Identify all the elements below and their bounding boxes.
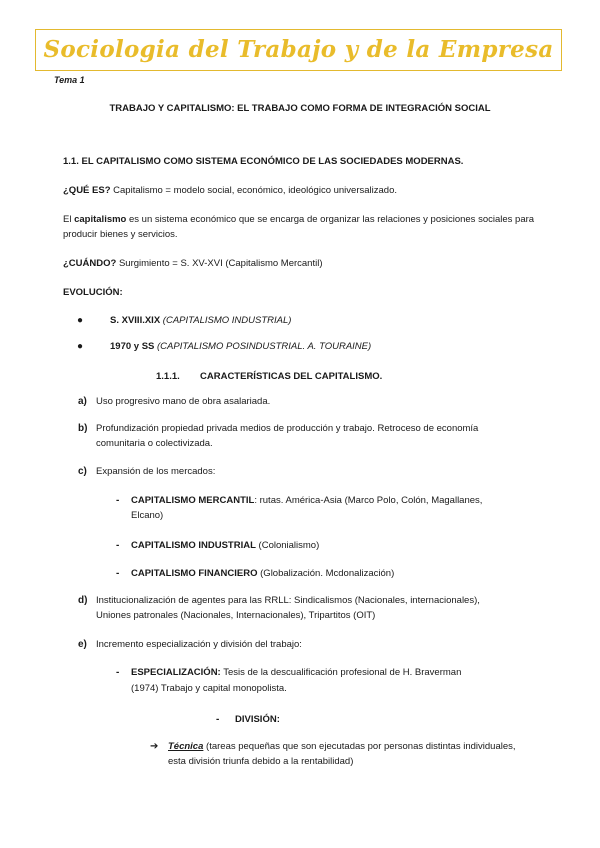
tecnica-desc: (tareas pequeñas que son ejecutadas por personas distintas individuales, (203, 741, 516, 752)
definicion-line-2: producir bienes y servicios. (63, 229, 178, 240)
list-marker: c) (78, 466, 87, 477)
especializacion-term: ESPECIALIZACIÓN: (131, 667, 221, 678)
definicion-pre: El (63, 214, 75, 225)
mercados-item-desc: (Colonialismo) (255, 540, 320, 551)
list-marker: d) (78, 595, 88, 606)
que-es-label: ¿QUÉ ES? (63, 185, 111, 196)
caracteristica-d-line-2: Uniones patronales (Nacionales, Internacionales), Tripartitos (OIT) (96, 610, 376, 621)
que-es-line (63, 183, 397, 198)
tema-label: Tema 1 (54, 75, 85, 85)
evolucion-item-desc: (CAPITALISMO POSINDUSTRIAL. A. TOURAINE) (154, 341, 372, 352)
cuando-label: ¿CUÁNDO? (63, 258, 117, 269)
mercados-item-term: CAPITALISMO INDUSTRIAL (131, 540, 256, 551)
dash-marker: - (216, 714, 220, 725)
main-heading: TRABAJO Y CAPITALISMO: EL TRABAJO COMO FORMA DE INTEGRACIÓN SOCIAL (109, 103, 491, 114)
evolucion-label: EVOLUCIÓN: (63, 287, 123, 298)
caracteristica-e: Incremento especialización y división del trabajo: (96, 639, 302, 650)
dash-marker: - (116, 540, 120, 551)
mercados-item-desc: : rutas. América-Asia (Marco Polo, Colón, Magallanes, (254, 495, 483, 506)
caracteristica-d-line-1: Institucionalización de agentes para las RRLL: Sindicalismos (Nacionales, internacionales), (96, 595, 480, 606)
especializacion-desc: Tesis de la descualificación profesional de H. Braverman (220, 667, 462, 678)
list-marker: b) (78, 423, 88, 434)
bullet-icon: ● (77, 315, 84, 326)
tecnica-line-1 (168, 739, 516, 754)
caracteristica-b-line-2: comunitaria o colectivizada. (96, 438, 213, 449)
especializacion-line-1 (131, 665, 461, 680)
evolucion-item (110, 313, 291, 328)
especializacion-line-2: (1974) Trabajo y capital monopolista. (131, 683, 287, 694)
document-title: Sociologia del Trabajo y de la Empresa (43, 36, 554, 63)
caracteristica-a: Uso progresivo mano de obra asalariada. (96, 396, 271, 407)
tecnica-line-2: esta división triunfa debido a la rentabilidad) (168, 756, 354, 767)
tecnica-term: Técnica (168, 741, 204, 752)
subsection-title: CARACTERÍSTICAS DEL CAPITALISMO. (200, 371, 383, 382)
mercados-item (131, 538, 319, 553)
mercados-item-line-1 (131, 493, 482, 508)
evolucion-item-desc: (CAPITALISMO INDUSTRIAL) (160, 315, 292, 326)
que-es-text: Capitalismo = modelo social, económico, ideológico universalizado. (110, 185, 397, 196)
definicion-term: capitalismo (74, 214, 127, 225)
evolucion-item (110, 339, 371, 354)
arrow-icon: ➔ (150, 741, 159, 752)
caracteristica-c: Expansión de los mercados: (96, 466, 216, 477)
definicion-rest: es un sistema económico que se encarga de organizar las relaciones y posiciones sociales para (126, 214, 535, 225)
dash-marker: - (116, 667, 120, 678)
caracteristica-b-line-1: Profundización propiedad privada medios de producción y trabajo. Retroceso de economía (96, 423, 479, 434)
mercados-item (131, 566, 394, 581)
subsection-number: 1.1.1. (156, 371, 180, 382)
evolucion-item-period: S. XVIII.XIX (110, 315, 161, 326)
division-term: DIVISIÓN: (235, 714, 280, 725)
mercados-item-desc: (Globalización. Mcdonalización) (257, 568, 395, 579)
definicion-line-1 (63, 212, 534, 227)
dash-marker: - (116, 568, 120, 579)
list-marker: a) (78, 396, 87, 407)
evolucion-item-period: 1970 y SS (110, 341, 155, 352)
mercados-item-line-2: Elcano) (131, 510, 164, 521)
dash-marker: - (116, 495, 120, 506)
section-heading: 1.1. EL CAPITALISMO COMO SISTEMA ECONÓMICO DE LAS SOCIEDADES MODERNAS. (63, 156, 464, 167)
bullet-icon: ● (77, 341, 84, 352)
cuando-text: Surgimiento = S. XV-XVI (Capitalismo Mercantil) (116, 258, 323, 269)
cuando-line (63, 256, 322, 271)
mercados-item-term: CAPITALISMO FINANCIERO (131, 568, 258, 579)
list-marker: e) (78, 639, 87, 650)
mercados-item-term: CAPITALISMO MERCANTIL (131, 495, 255, 506)
